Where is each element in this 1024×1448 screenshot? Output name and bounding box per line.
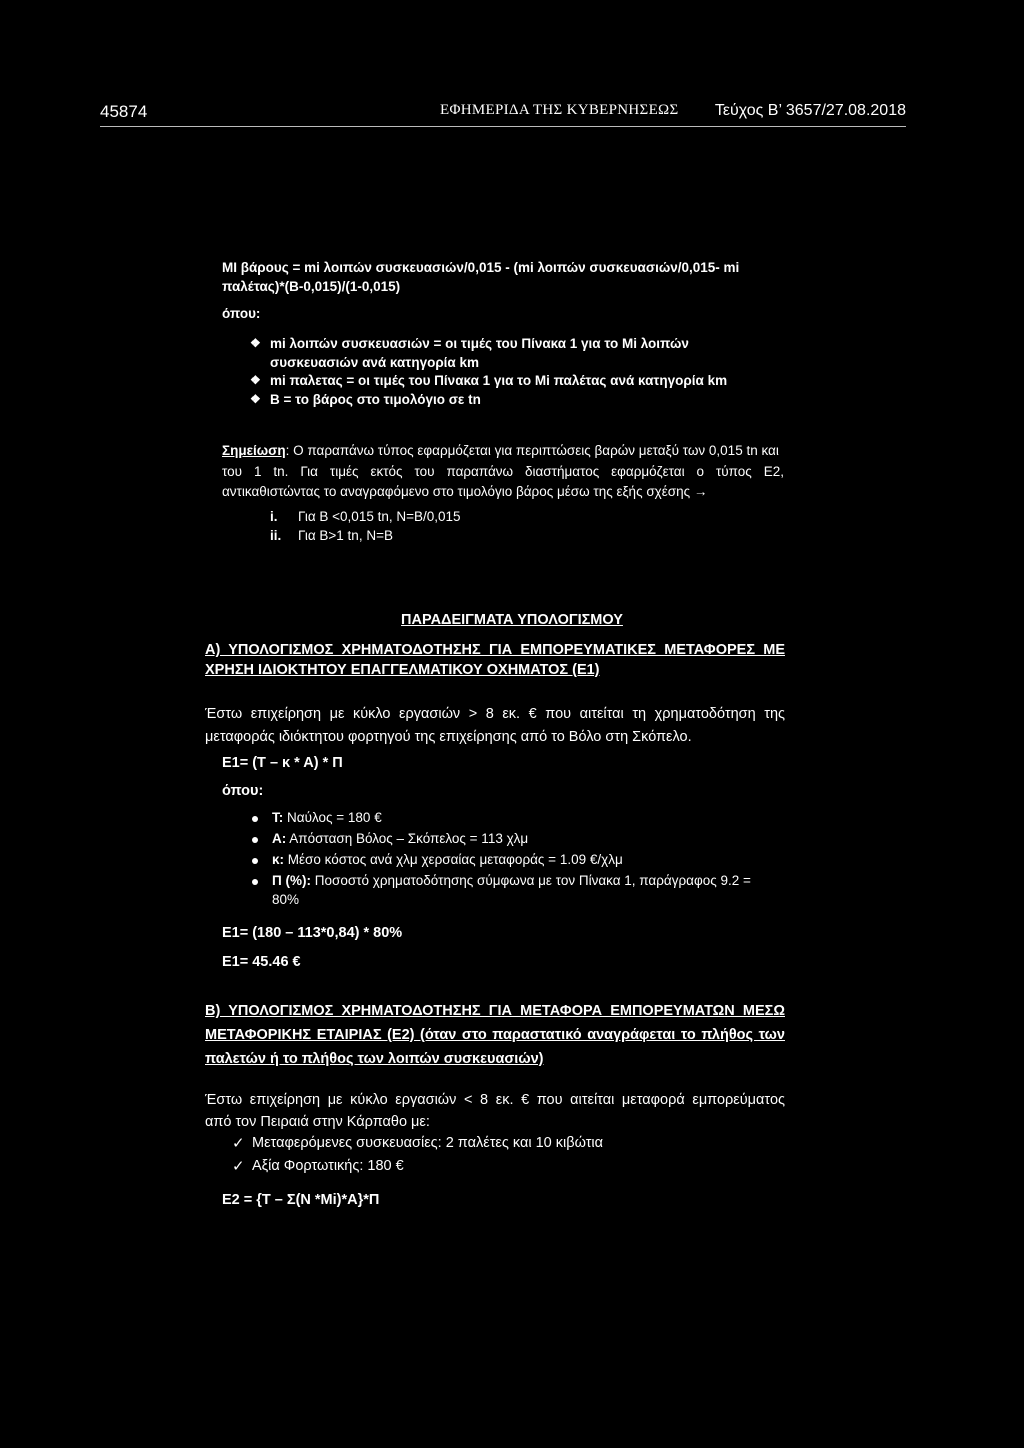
section-a-intro-line1: Έστω επιχείρηση με κύκλο εργασιών > 8 εκ. € που αιτείται τη χρηματοδότηση της: [205, 706, 785, 722]
section-b-formula: Ε2 = {Τ – Σ(Ν *Mi)*Α}*Π: [222, 1192, 380, 1208]
page-header: [100, 98, 906, 127]
page-number: 45874: [100, 102, 148, 121]
section-a-item: Α: Απόσταση Βόλος – Σκόπελος = 113 χλμ: [252, 829, 528, 848]
mi-item: ❖ B = το βάρος στο τιμολόγιο σε tn: [250, 392, 481, 407]
section-a-calc2: Ε1= 45.46 €: [222, 954, 301, 970]
section-b-intro-line1: Έστω επιχείρηση με κύκλο εργασιών < 8 εκ. € που αιτείται μεταφορά εμπορεύματος: [205, 1092, 785, 1108]
diamond-bullet-icon: ❖: [250, 336, 261, 350]
section-a-intro-line2: μεταφοράς ιδιόκτητου φορτηγού της επιχείρησης από το Βόλο στη Σκόπελο.: [205, 729, 692, 745]
section-a-formula: Ε1= (Τ – κ * Α) * Π: [222, 755, 343, 771]
bullet-icon: [252, 837, 258, 843]
mi-formula-line1: MI βάρους = mi λοιπών συσκευασιών/0,015 - (mi λοιπών συσκευασιών/0,015- mi: [222, 260, 740, 275]
section-a-item: Π (%): Ποσοστό χρηματοδότησης σύμφωνα με τον Πίνακα 1, παράγραφος 9.2 = 80%: [252, 871, 751, 909]
diamond-bullet-icon: ❖: [250, 373, 261, 387]
checkmark-icon: ✓: [232, 1135, 245, 1152]
section-a-heading-line1: Α) ΥΠΟΛΟΓΙΣΜΟΣ ΧΡΗΜΑΤΟΔΟΤΗΣΗΣ ΓΙΑ ΕΜΠΟΡΕΥΜΑΤΙΚΕΣ ΜΕΤΑΦΟΡΕΣ ΜΕ: [205, 642, 785, 658]
examples-title: ΠΑΡΑΔΕΙΓΜΑΤΑ ΥΠΟΛΟΓΙΣΜΟΥ: [401, 612, 623, 628]
note-case: ii. Για Β>1 tn, Ν=Β: [270, 528, 393, 543]
note-line3: αντικαθιστώντας το αναγραφόμενο στο τιμολόγιο βάρος μέσω της εξής σχέσης →: [222, 484, 708, 499]
section-b-item: ✓ Μεταφερόμενες συσκευασίες: 2 παλέτες και 10 κιβώτια: [232, 1135, 604, 1152]
note-label: Σημείωση: [222, 443, 286, 458]
section-a-calc1: Ε1= (180 – 113*0,84) * 80%: [222, 925, 403, 941]
bullet-icon: [252, 879, 258, 885]
section-b-item: ✓ Αξία Φορτωτικής: 180 €: [232, 1158, 404, 1175]
bullet-icon: [252, 816, 258, 822]
section-b-heading-line1: Β) ΥΠΟΛΟΓΙΣΜΟΣ ΧΡΗΜΑΤΟΔΟΤΗΣΗΣ ΓΙΑ ΜΕΤΑΦΟΡΑ ΕΜΠΟΡΕΥΜΑΤΩΝ ΜΕΣΩ: [205, 1003, 785, 1019]
note-case: i. Για Β <0,015 tn, Ν=Β/0,015: [270, 509, 461, 524]
mi-formula-line2: παλέτας)*(B-0,015)/(1-0,015): [222, 279, 401, 294]
section-a-where-label: όπου:: [222, 783, 264, 799]
note-line1: Σημείωση: Ο παραπάνω τύπος εφαρμόζεται για περιπτώσεις βαρών μεταξύ των 0,015 tn και: [222, 443, 779, 458]
section-a-heading-line2: ΧΡΗΣΗ ΙΔΙΟΚΤΗΤΟΥ ΕΠΑΓΓΕΛΜΑΤΙΚΟΥ ΟΧΗΜΑΤΟΣ (Ε1): [205, 662, 600, 678]
gazette-title: ΕΦΗΜΕΡΙΔΑ ΤΗΣ ΚΥΒΕΡΝΗΣΕΩΣ: [440, 102, 679, 118]
section-b-heading-line3: παλετών ή το πλήθος των λοιπών συσκευασιών): [205, 1051, 544, 1067]
section-b-intro-line2: από τον Πειραιά στην Κάρπαθο με:: [205, 1114, 430, 1130]
checkmark-icon: ✓: [232, 1158, 245, 1175]
diamond-bullet-icon: ❖: [250, 392, 261, 406]
section-a-item: κ: Μέσο κόστος ανά χλμ χερσαίας μεταφοράς = 1.09 €/χλμ: [252, 850, 623, 869]
issue-reference: Τεύχος Β’ 3657/27.08.2018: [714, 102, 906, 119]
note-line2: του 1 tn. Για τιμές εκτός του παραπάνω διαστήματος εφαρμόζεται ο τύπος Ε2,: [222, 464, 784, 479]
section-b-heading-line2: ΜΕΤΑΦΟΡΙΚΗΣ ΕΤΑΙΡΙΑΣ (Ε2) (όταν στο παραστατικό αναγράφεται το πλήθος των: [205, 1027, 785, 1043]
mi-item: ❖ mi λοιπών συσκευασιών = οι τιμές του Πίνακα 1 για το Mi λοιπών συσκευασιών ανά κατηγορία km: [250, 336, 689, 370]
mi-item: ❖ mi παλετας = οι τιμές του Πίνακα 1 για το Mi παλέτας ανά κατηγορία km: [250, 373, 728, 388]
mi-where-label: όπου:: [222, 306, 261, 321]
section-a-item: Τ: Ναύλος = 180 €: [252, 808, 382, 827]
bullet-icon: [252, 858, 258, 864]
